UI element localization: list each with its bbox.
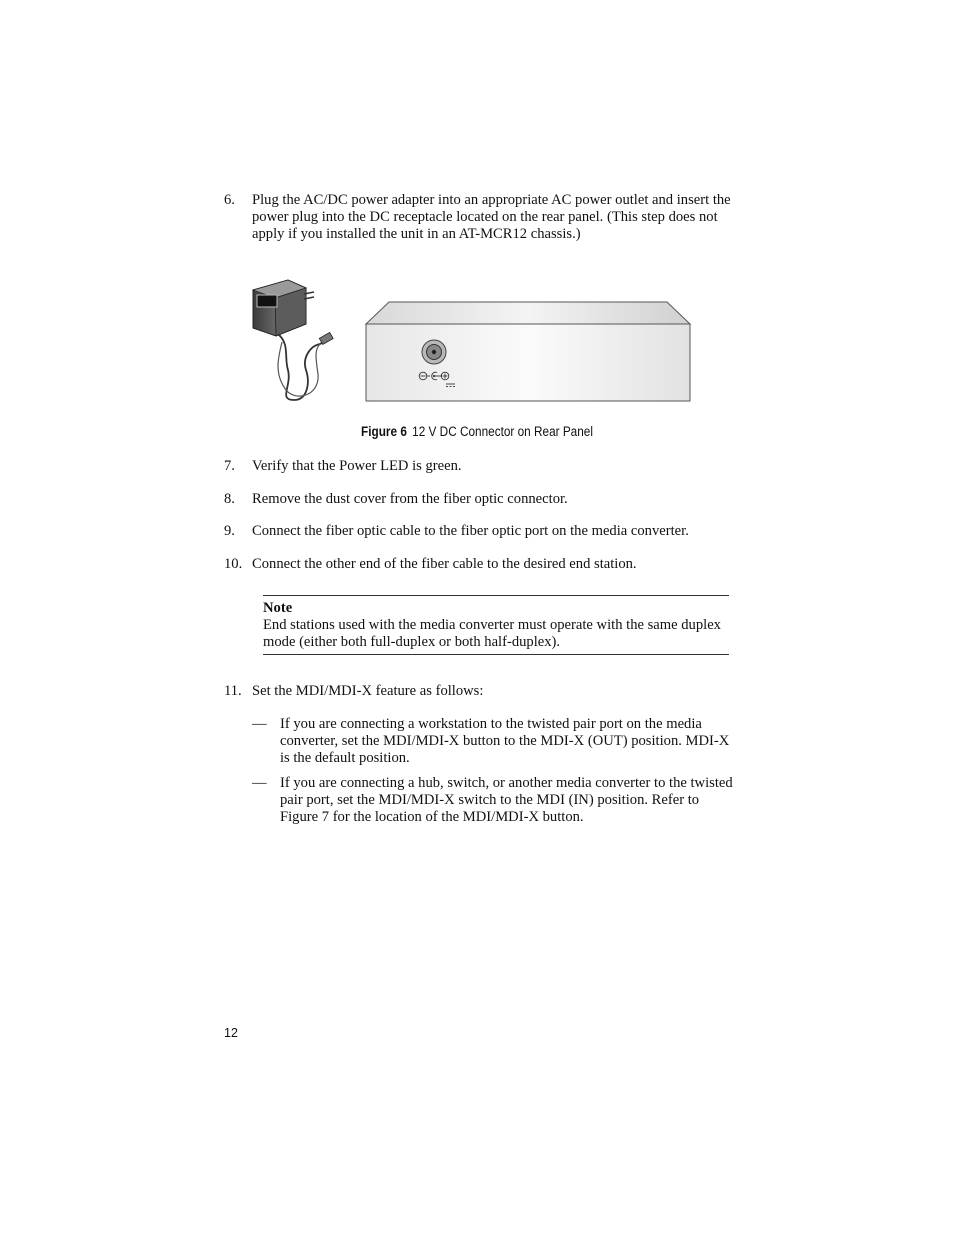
figure-label: Figure 6	[361, 424, 407, 439]
bullet-mdi	[252, 775, 734, 826]
step-number: 11.	[224, 683, 242, 699]
step-7	[224, 458, 734, 475]
step-text: Verify that the Power LED is green.	[252, 458, 462, 474]
bullet-mdi-x	[252, 716, 734, 767]
page-number: 12	[224, 1026, 238, 1040]
step-text: Set the MDI/MDI-X feature as follows:	[252, 683, 484, 699]
figure-caption-text: 12 V DC Connector on Rear Panel	[412, 424, 593, 439]
bullet-text: If you are connecting a workstation to the twisted pair port on the media converter, set the MDI/MDI-X button to the MDI-X (OUT) position. MDI-X is the default position.	[280, 716, 730, 766]
step-6	[224, 192, 734, 243]
figure-caption	[57, 424, 897, 440]
power-adapter-icon	[253, 280, 333, 400]
figure-dc-connector	[248, 278, 694, 406]
step-number: 7.	[224, 458, 235, 474]
step-10	[224, 556, 734, 573]
step-text: Connect the fiber optic cable to the fiber optic port on the media converter.	[252, 523, 689, 539]
step-text: Connect the other end of the fiber cable to the desired end station.	[252, 556, 637, 572]
bullet-dash: —	[252, 716, 267, 732]
bullet-dash: —	[252, 775, 267, 791]
note-box	[263, 595, 729, 655]
step-text: Remove the dust cover from the fiber optic connector.	[252, 491, 568, 507]
step-number: 9.	[224, 523, 235, 539]
step-11	[224, 683, 734, 700]
step-number: 10.	[224, 556, 243, 572]
step-number: 8.	[224, 491, 235, 507]
media-converter-rear-panel	[366, 302, 690, 401]
rear-panel-illustration	[248, 278, 694, 406]
note-title: Note	[263, 600, 293, 616]
dc-receptacle-icon	[422, 340, 446, 364]
step-number: 6.	[224, 192, 235, 208]
step-8	[224, 491, 734, 508]
step-9	[224, 523, 744, 540]
bullet-text: If you are connecting a hub, switch, or another media converter to the twisted pair port, set the MDI/MDI-X switch to the MDI (IN) position. Refer to Figure 7 for the location of the MDI/MDI-X button.	[280, 775, 733, 825]
step-text: Plug the AC/DC power adapter into an appropriate AC power outlet and insert the power plug into the DC receptacle located on the rear panel. (This step does not apply if you installed the unit in an AT-MCR12 chassis.)	[252, 192, 731, 242]
note-text: End stations used with the media converter must operate with the same duplex mode (either both full-duplex or both half-duplex).	[263, 617, 721, 650]
